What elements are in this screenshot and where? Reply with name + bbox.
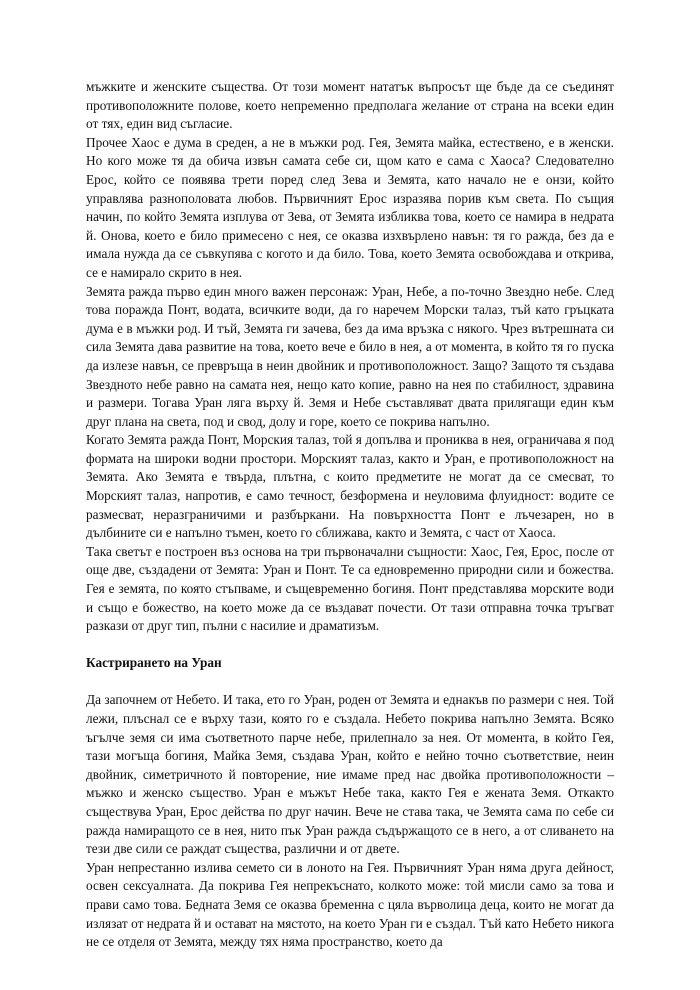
- section-heading: Кастрирането на Уран: [86, 654, 222, 670]
- body-paragraph: Когато Земята ражда Понт, Морския талаз, той я допълва и прониква в нея, ограничава я под формата на широки водни простори. Морският талаз, както и Уран, е противоположност на Земята. Ако Земята е твърда, плътна, с които предметите не могат да се смесват, то Морският талаз, напротив, е само течност, безформена и неуловима флуидност: водите се размесват, неразграничими и разбъркани. На повърхността Понт е лъчезарен, но в дълбините си е напълно тъмен, което го сближава, както и Земята, с част от Хаоса.: [86, 432, 614, 541]
- body-paragraph: Прочее Хаос е дума в среден, а не в мъжки род. Гея, Земята майка, естествено, е в женски. Но кого може тя да обича извън самата себе си, щом като е сама с Хаоса? Следователно Ерос, който се появява трети поред след Зева и Земята, като начало не е онзи, който управлява разнополовата любов. Първичният Ерос изразява порив към света. По същия начин, по който Земята изплува от Зева, от Земята избликва това, което се намира в недрата й. Онова, което е било примесено с нея, се оказва изхвърлено навън: тя го ражда, без да е имала нужда да се съвкупява с когото и да било. Това, което Земята освобождава и открива, се е намирало скрито в нея.: [86, 134, 614, 280]
- body-paragraph: Да започнем от Небето. И така, ето го Уран, роден от Земята и еднакъв по размери с нея. Той лежи, плъснал се е върху тази, която го е създала. Небето покрива напълно Земята. Всяко ъгълче земя си има съответното парче небе, прилепнало за нея. От момента, в който Гея, тази могъща богиня, Майка Земя, създава Уран, който е нейно точно съответствие, неин двойник, симетричното й повторение, ние имаме пред нас двойка противоположности – мъжко и женско същество. Уран е мъжът Небе така, както Гея е жената Земя. Откакто съществува Уран, Ерос действа по друг начин. Вече не става така, че Земята сама по себе си ражда намиращото се в нея, нито пък Уран ражда съдържащото се в него, а от сливането на тези две сили се раждат същества, различни и от двете.: [86, 692, 614, 857]
- body-paragraph: мъжките и женските същества. От този момент нататък въпросът ще бъде да се съединят противоположните полове, което непременно предполага желание от страна на всеки един от тях, един вид съгласие.: [86, 79, 614, 132]
- body-paragraph: Уран непрестанно излива семето си в лоното на Гея. Първичният Уран няма друга дейност, освен сексуалната. Да покрива Гея непрекъснато, колкото може: той мисли само за това и прави само това. Бедната Земя се оказва бременна с цяла върволица деца, които не могат да излязат от недрата й и остават на мястото, на което Уран ги е създал. Тъй като Небето никога не се отделя от Земята, между тях няма пространство, което да: [86, 859, 614, 950]
- body-paragraph: Така светът е построен въз основа на три първоначални същности: Хаос, Гея, Ерос, после от още две, създадени от Земята: Уран и Понт. Те са едновременно природни сили и божества. Гея е земята, по която стъпваме, и същевременно богиня. Понт представлява морските води и също е божество, на което може да се въздават почести. От тази отправна точка тръгват разкази от друг тип, пълни с насилие и драматизъм.: [86, 543, 614, 634]
- body-paragraph: Земята ражда първо един много важен персонаж: Уран, Небе, а по-точно Звездно небе. След това поражда Понт, водата, всичките води, да го наречем Морски талаз, тъй като гръцката дума е в мъжки род. И тъй, Земята ги зачева, без да има връзка с някого. Чрез вътрешната си сила Земята дава развитие на това, което вече е било в нея, а от момента, в който тя го пуска да излезе навън, се превръща в неин двойник и противоположност. Защо? Защото тя създава Звездното небе равно на самата нея, нещо като копие, равно на нея по стабилност, здравина и размери. Тогава Уран ляга върху й. Земя и Небе съставляват двата прилягащи един към друг плана на света, под и свод, долу и горе, което се покрива напълно.: [86, 283, 614, 429]
